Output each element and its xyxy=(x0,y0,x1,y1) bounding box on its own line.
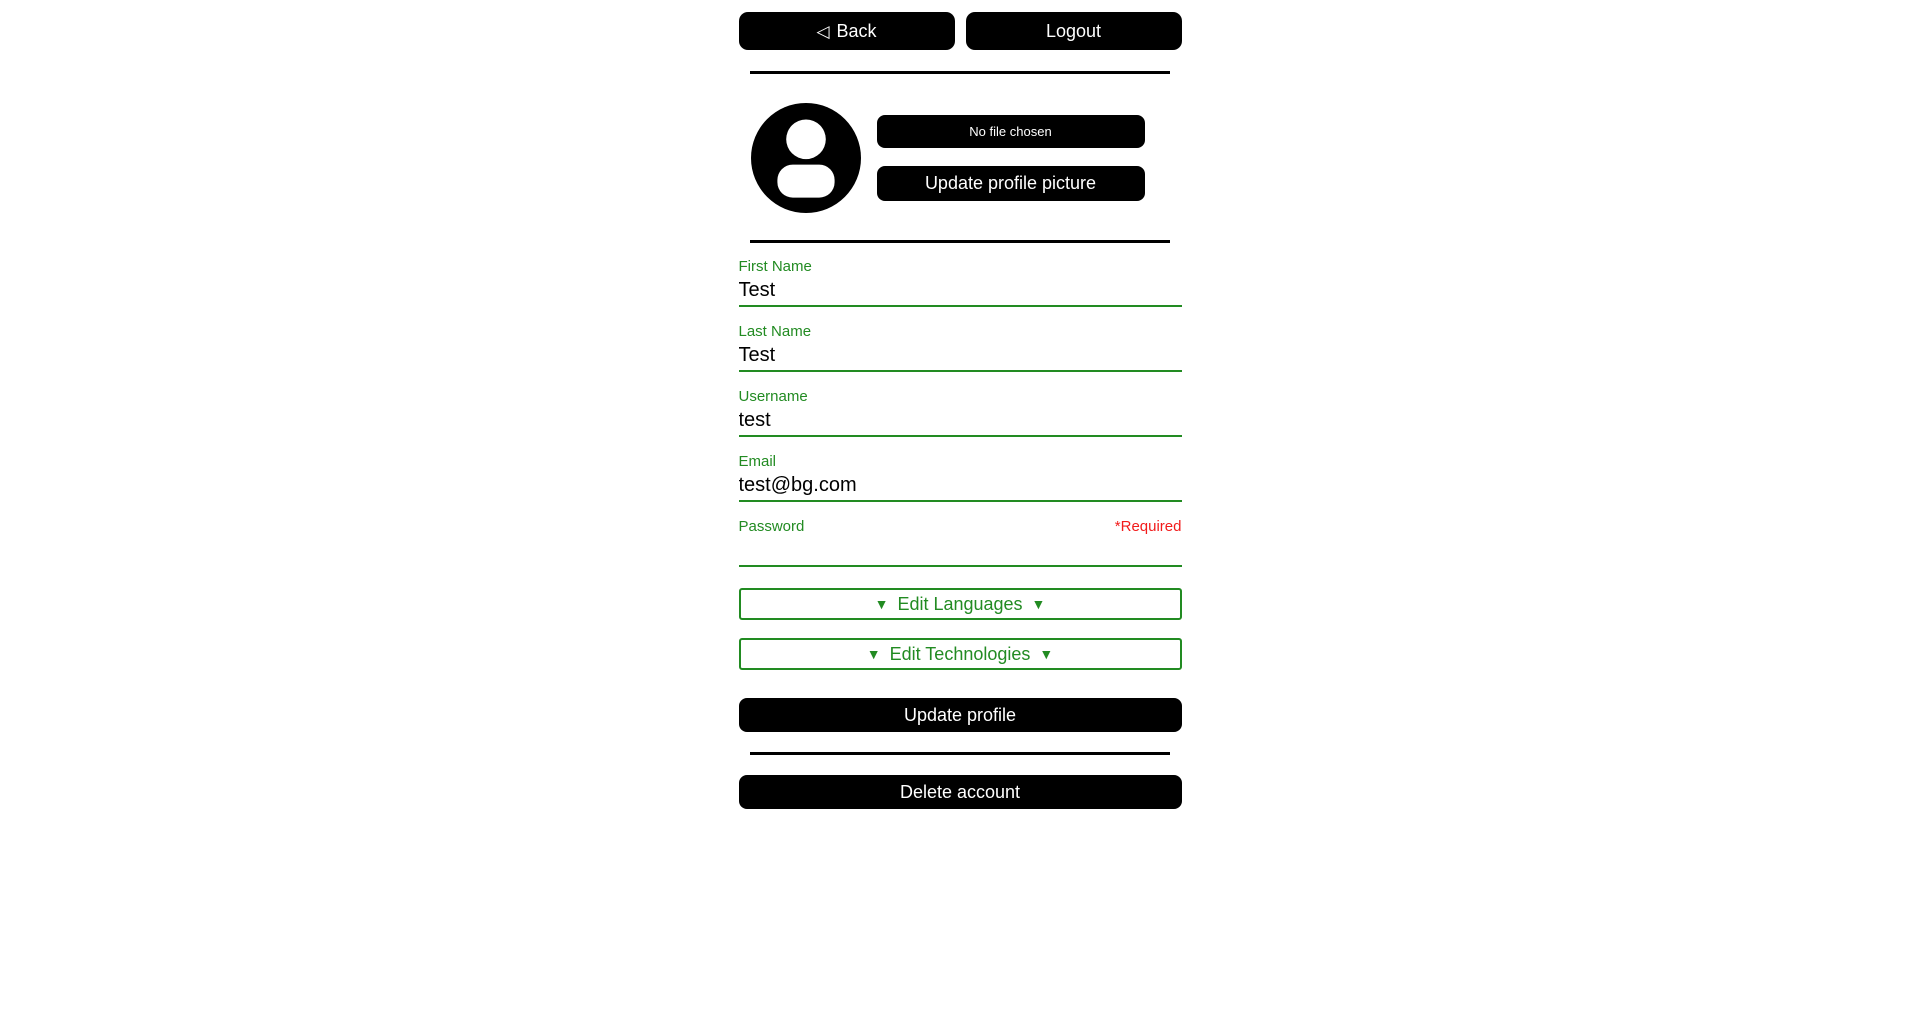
picture-controls xyxy=(877,115,1145,201)
password-input[interactable] xyxy=(739,536,1182,567)
logout-button-label: Logout xyxy=(1045,20,1102,41)
edit-languages-label: Edit Languages xyxy=(897,593,1023,614)
edit-technologies-toggle[interactable] xyxy=(739,638,1182,670)
username-input[interactable] xyxy=(739,406,1182,437)
divider xyxy=(750,240,1170,243)
profile-picture-section xyxy=(739,103,1182,213)
profile-form xyxy=(739,257,1182,732)
profile-picture-file-input[interactable]: No file chosen xyxy=(877,115,1145,148)
back-button[interactable] xyxy=(739,12,955,50)
avatar-person-icon xyxy=(751,103,861,213)
divider xyxy=(750,752,1170,755)
first-name-input[interactable] xyxy=(739,276,1182,307)
password-field-group xyxy=(739,517,1182,567)
top-button-row xyxy=(739,12,1182,50)
chevron-down-icon: ▼ xyxy=(874,596,889,612)
chevron-down-icon: ▼ xyxy=(1031,596,1046,612)
chevron-down-icon: ▼ xyxy=(866,646,881,662)
username-label: Username xyxy=(738,388,808,405)
required-badge: *Required xyxy=(1114,518,1182,535)
email-field-group xyxy=(739,452,1182,502)
delete-account-button[interactable]: Delete account xyxy=(739,775,1182,809)
edit-technologies-label: Edit Technologies xyxy=(889,643,1031,664)
last-name-label: Last Name xyxy=(738,323,812,340)
last-name-input[interactable] xyxy=(739,341,1182,372)
last-name-field-group xyxy=(739,322,1182,372)
email-input[interactable] xyxy=(739,471,1182,502)
first-name-field-group xyxy=(739,257,1182,307)
profile-page xyxy=(739,0,1182,809)
logout-button[interactable] xyxy=(966,12,1182,50)
edit-languages-toggle[interactable] xyxy=(739,588,1182,620)
divider xyxy=(750,71,1170,74)
username-field-group xyxy=(739,387,1182,437)
update-profile-button[interactable]: Update profile xyxy=(739,698,1182,732)
back-button-label: Back xyxy=(836,20,877,41)
first-name-label: First Name xyxy=(738,258,812,275)
chevron-down-icon: ▼ xyxy=(1039,646,1054,662)
email-label: Email xyxy=(738,453,777,470)
update-profile-picture-button[interactable]: Update profile picture xyxy=(877,166,1145,201)
password-label: Password xyxy=(738,518,805,535)
back-arrow-icon: ◁ xyxy=(816,21,830,41)
